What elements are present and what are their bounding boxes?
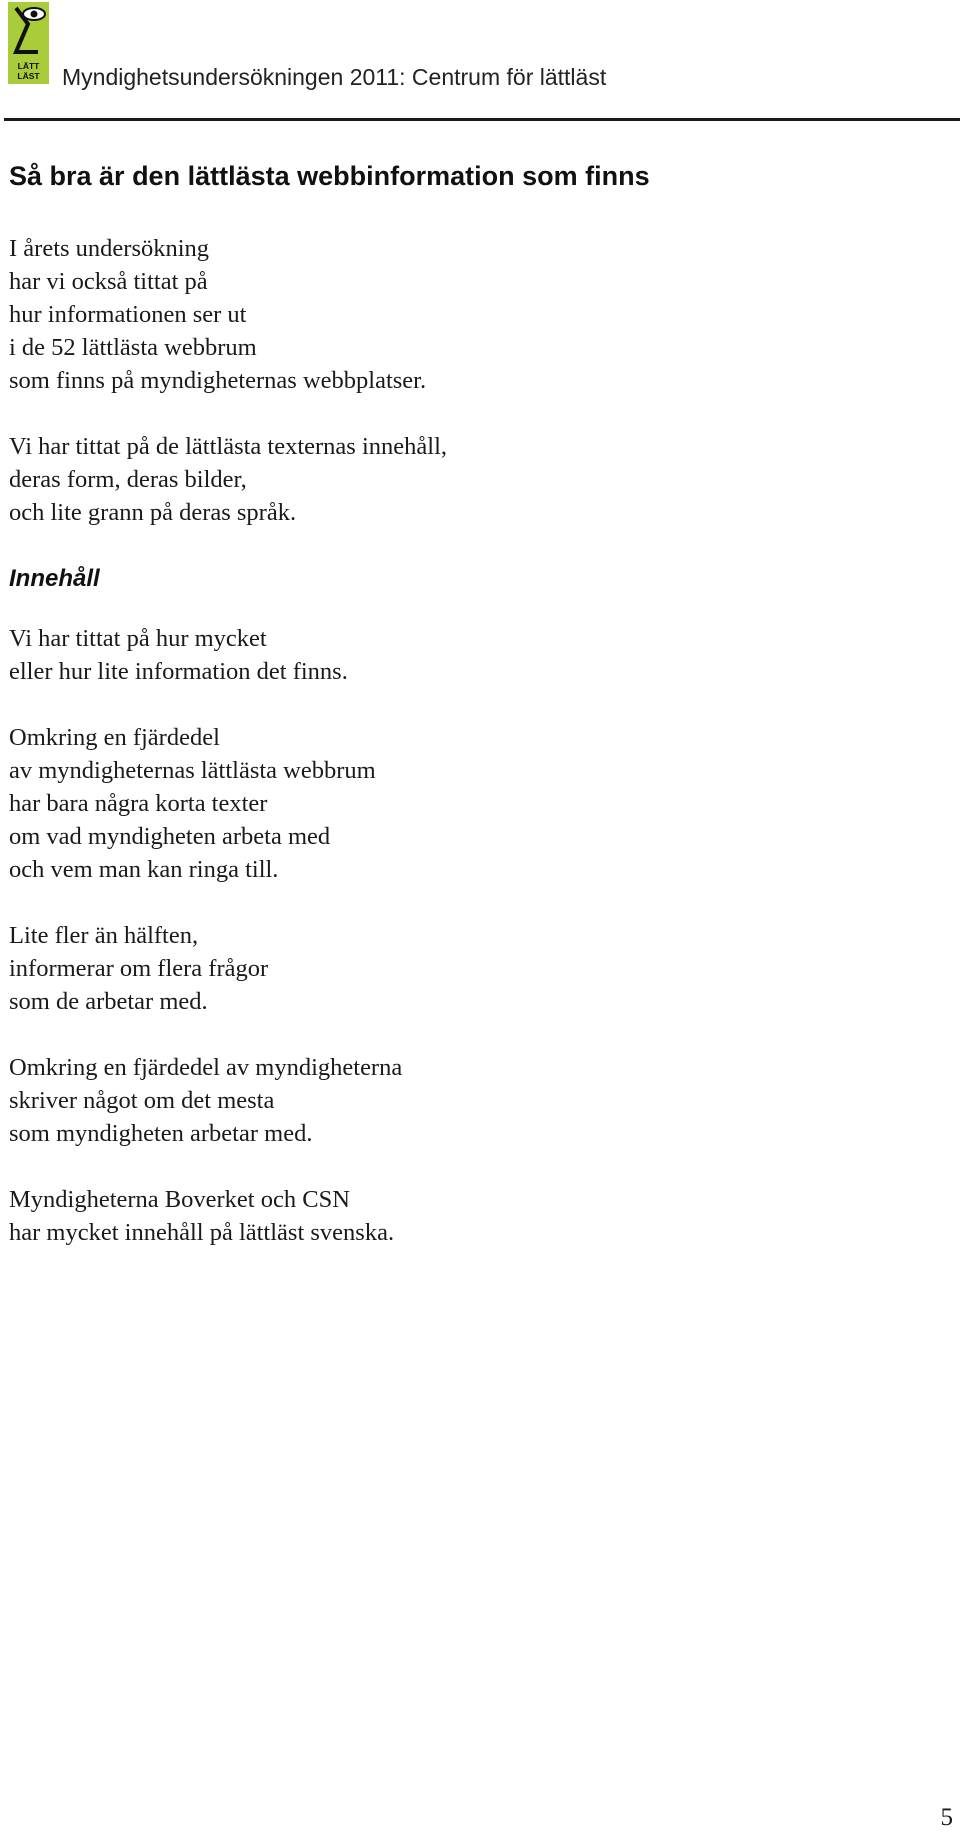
- text-line: av myndigheternas lättlästa webbrum: [9, 757, 376, 784]
- section-paragraph: [9, 622, 939, 688]
- logo-text-top: LÄTT: [17, 61, 40, 71]
- section-paragraph: [9, 1183, 939, 1249]
- text-line: deras form, deras bilder,: [9, 466, 247, 493]
- section-paragraph: [9, 919, 939, 1018]
- text-line: har vi också tittat på: [9, 268, 208, 295]
- logo-text-bottom: LÄST: [17, 71, 40, 81]
- page-heading: Så bra är den lättlästa webbinformation som finns: [9, 161, 650, 191]
- section-paragraph: [9, 721, 939, 886]
- text-line: har bara några korta texter: [9, 790, 268, 817]
- text-line: har mycket innehåll på lättläst svenska.: [9, 1219, 395, 1246]
- text-line: Vi har tittat på de lättlästa texternas innehåll,: [9, 433, 448, 460]
- header-divider: [4, 118, 960, 121]
- text-line: och vem man kan ringa till.: [9, 856, 279, 883]
- text-line: som de arbetar med.: [9, 988, 208, 1015]
- lattlast-logo: [8, 2, 49, 84]
- text-line: Omkring en fjärdedel av myndigheterna: [9, 1054, 403, 1081]
- text-line: informerar om flera frågor: [9, 955, 269, 982]
- page-number: 5: [940, 1804, 953, 1831]
- text-line: och lite grann på deras språk.: [9, 499, 297, 526]
- text-line: Vi har tittat på hur mycket: [9, 625, 267, 652]
- text-line: hur informationen ser ut: [9, 301, 247, 328]
- text-line: Myndigheterna Boverket och CSN: [9, 1186, 350, 1213]
- section-heading: Innehåll: [9, 565, 100, 592]
- section-paragraph: [9, 1051, 939, 1150]
- document-body: [9, 158, 939, 1282]
- text-line: Lite fler än hälften,: [9, 922, 199, 949]
- text-line: eller hur lite information det finns.: [9, 658, 348, 685]
- text-line: I årets undersökning: [9, 235, 210, 262]
- logo-mark-icon: [8, 2, 49, 84]
- text-line: skriver något om det mesta: [9, 1087, 275, 1114]
- intro-paragraph: [9, 430, 939, 529]
- text-line: om vad myndigheten arbeta med: [9, 823, 331, 850]
- page-header: [0, 0, 960, 125]
- text-line: i de 52 lättlästa webbrum: [9, 334, 257, 361]
- text-line: Omkring en fjärdedel: [9, 724, 220, 751]
- intro-paragraph: [9, 232, 939, 397]
- running-header-title: Myndighetsundersökningen 2011: Centrum för lättläst: [62, 64, 607, 90]
- text-line: som finns på myndigheternas webbplatser.: [9, 367, 427, 394]
- text-line: som myndigheten arbetar med.: [9, 1120, 313, 1147]
